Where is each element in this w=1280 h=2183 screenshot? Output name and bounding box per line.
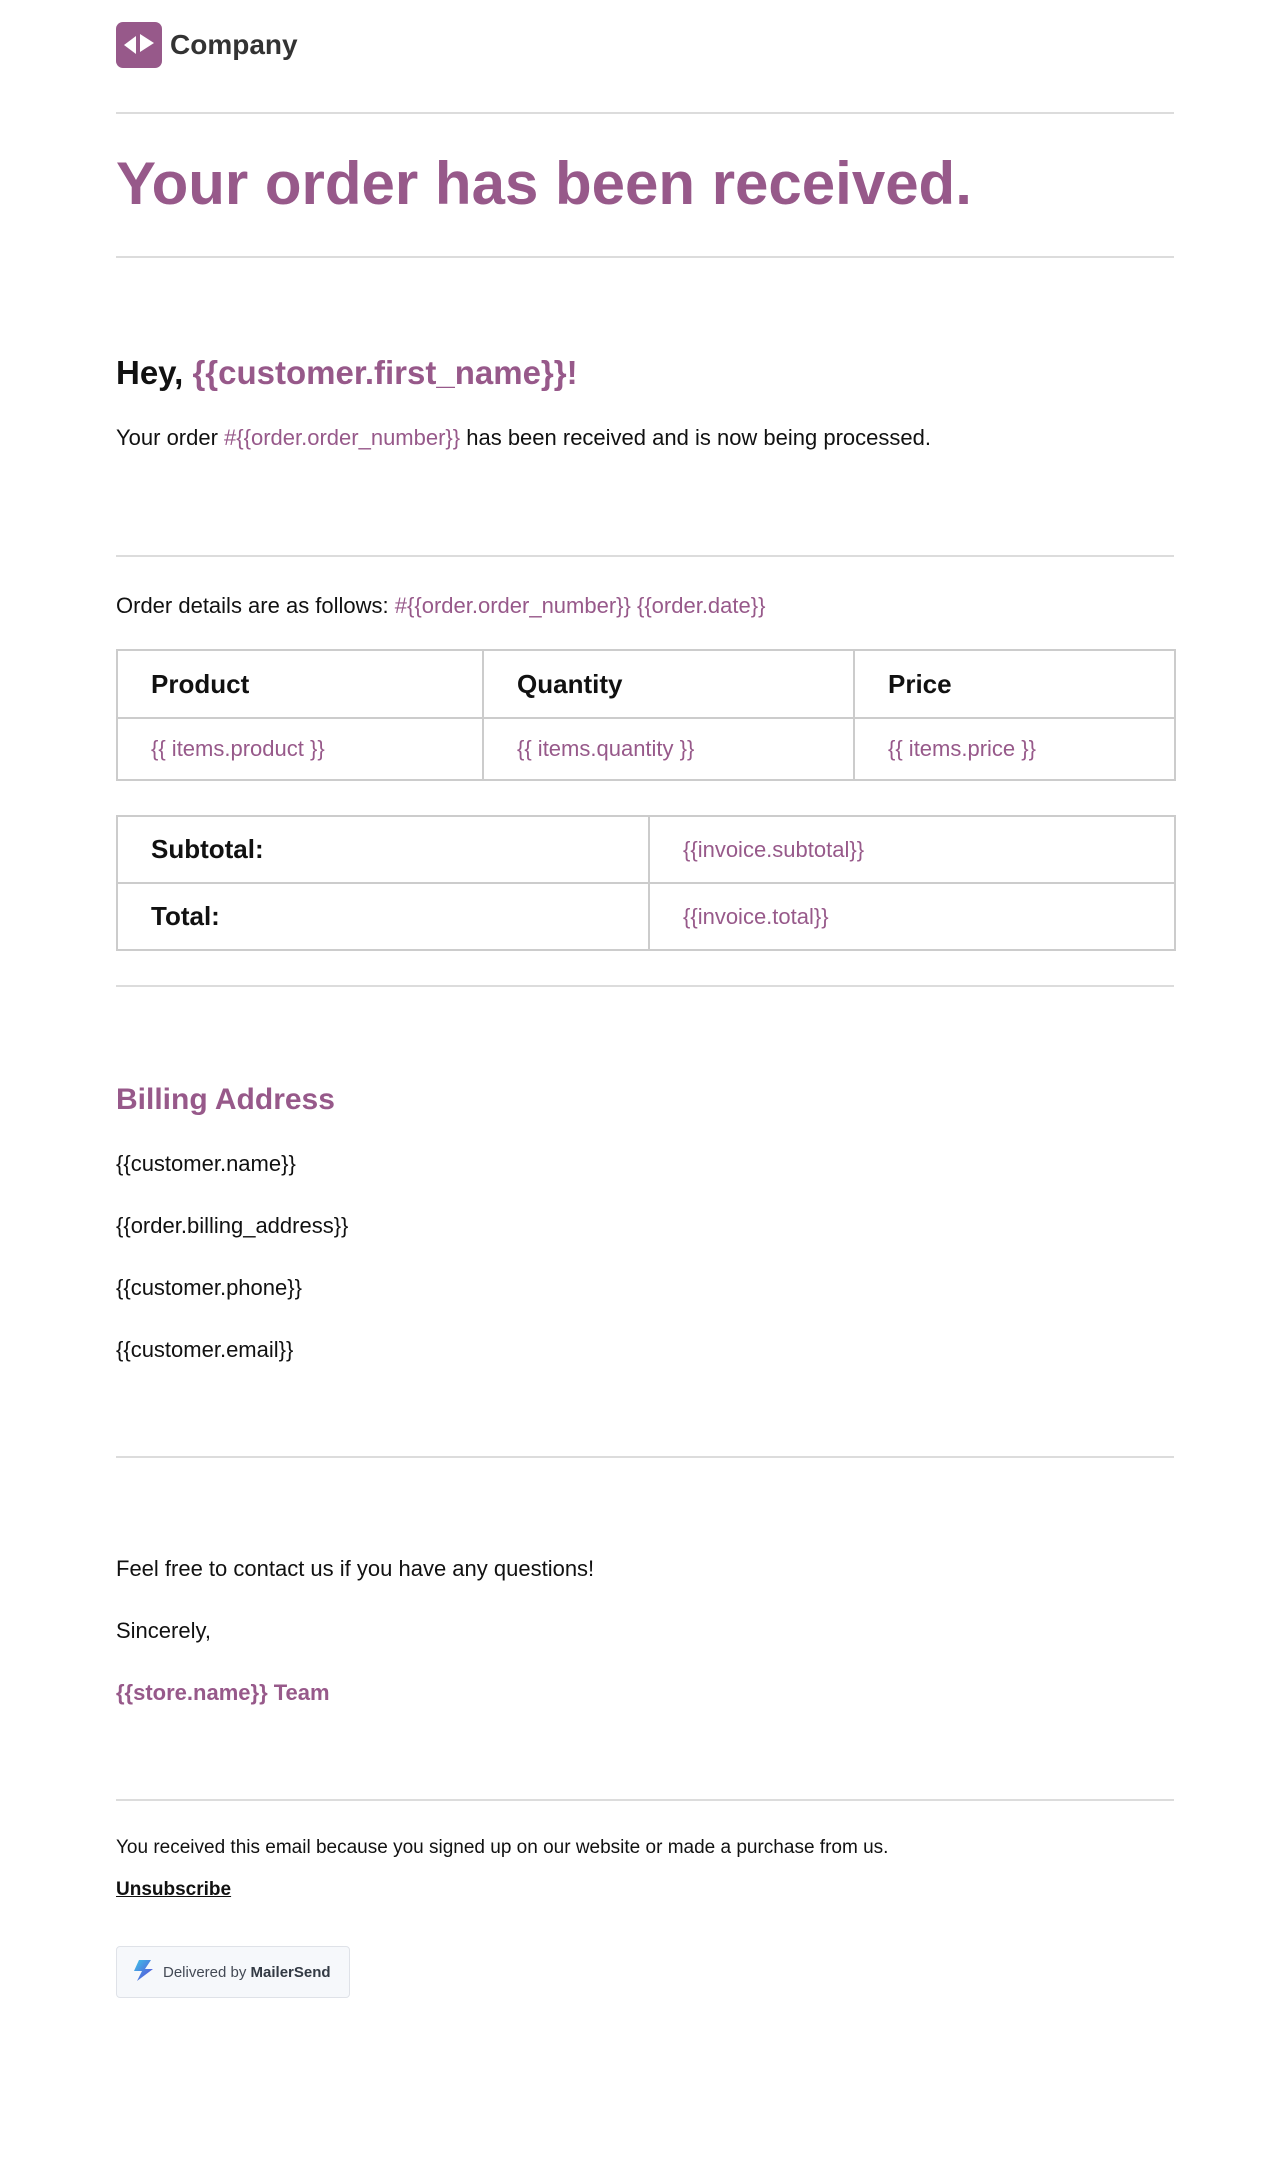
intro-after: has been received and is now being processed. bbox=[460, 425, 931, 450]
table-row bbox=[117, 816, 1175, 883]
header bbox=[116, 0, 1174, 112]
order-details-line bbox=[116, 557, 1174, 619]
table-row bbox=[117, 883, 1175, 950]
cell-price: {{ items.price }} bbox=[854, 718, 1175, 780]
unsubscribe-link[interactable]: Unsubscribe bbox=[116, 1879, 232, 1901]
company-name: Company bbox=[170, 29, 298, 60]
billing-name: {{customer.name}} bbox=[116, 1151, 296, 1177]
badge-brand: MailerSend bbox=[250, 1963, 331, 1981]
billing-address: {{order.billing_address}} bbox=[116, 1213, 349, 1239]
header-product: Product bbox=[117, 650, 483, 718]
billing-phone: {{customer.phone}} bbox=[116, 1275, 302, 1301]
mailersend-logo-icon bbox=[131, 1958, 155, 1987]
sincerely-text: Sincerely, bbox=[116, 1618, 211, 1644]
total-label: Total: bbox=[117, 883, 649, 950]
details-order-number: #{{order.order_number}} bbox=[394, 593, 631, 618]
cell-product: {{ items.product }} bbox=[117, 718, 483, 780]
greeting bbox=[116, 258, 1174, 389]
details-label: Order details are as follows: bbox=[116, 593, 395, 618]
intro-before: Your order bbox=[116, 425, 225, 450]
team-signature: {{store.name}} Team bbox=[116, 1680, 330, 1706]
header-quantity: Quantity bbox=[483, 650, 854, 718]
items-header-row bbox=[117, 650, 1175, 718]
badge-prefix: Delivered by bbox=[163, 1963, 251, 1981]
items-table bbox=[116, 649, 1176, 781]
email-body bbox=[116, 0, 1174, 1998]
contact-text: Feel free to contact us if you have any questions! bbox=[116, 1556, 595, 1582]
details-order-date: {{order.date}} bbox=[636, 593, 766, 618]
intro-text bbox=[116, 389, 1174, 555]
subtotal-value: {{invoice.subtotal}} bbox=[649, 816, 1175, 883]
badge-text bbox=[163, 1964, 331, 1981]
mailersend-badge[interactable] bbox=[116, 1946, 350, 1998]
table-row bbox=[117, 718, 1175, 780]
footer-notice: You received this email because you signed up on our website or made a purchase from us. bbox=[116, 1837, 889, 1859]
total-value: {{invoice.total}} bbox=[649, 883, 1175, 950]
customer-first-name: {{customer.first_name}}! bbox=[192, 354, 578, 391]
billing-title: Billing Address bbox=[116, 1083, 335, 1117]
totals-table bbox=[116, 815, 1176, 951]
billing-email: {{customer.email}} bbox=[116, 1337, 294, 1363]
company-logo-icon bbox=[116, 22, 162, 68]
page-title: Your order has been received. bbox=[116, 150, 972, 217]
subtotal-label: Subtotal: bbox=[117, 816, 649, 883]
intro-order-number: #{{order.order_number}} bbox=[224, 425, 461, 450]
header-price: Price bbox=[854, 650, 1175, 718]
cell-quantity: {{ items.quantity }} bbox=[483, 718, 854, 780]
greeting-prefix: Hey, bbox=[116, 354, 193, 391]
